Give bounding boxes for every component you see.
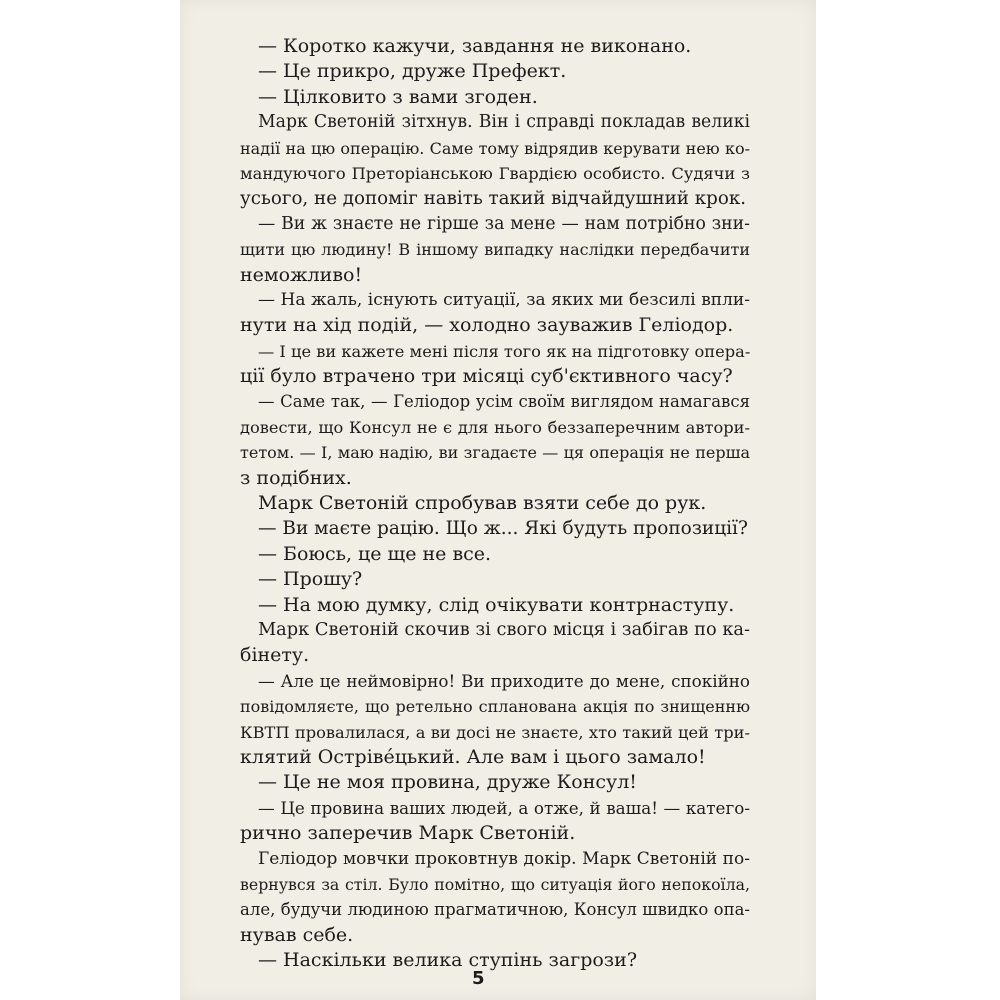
text-line: тетом. — І, маю надію, ви згадаєте — ця операція не перша (240, 443, 750, 463)
text-line: рично заперечив Марк Светоній. (240, 822, 576, 845)
text-line: вернувся за стіл. Було помітно, що ситуація його непокоїла, (240, 874, 750, 894)
text-line: Марк Светоній спробував взяти себе до рук. (258, 492, 707, 515)
text-line: — Це провина ваших людей, а отже, й ваша! — катего- (258, 797, 750, 818)
text-line: але, будучи людиною прагматичною, Консул швидко опа- (240, 900, 750, 920)
text-line: КВТП провалилася, а ви досі не знаєте, хто такий цей три- (240, 722, 750, 742)
text-line: щити цю людину! В іншому випадку наслідки передбачити (240, 240, 750, 260)
text-line: — Саме так, — Геліодор усім своїм виглядом намагався (258, 392, 750, 412)
text-line: неможливо! (240, 263, 363, 286)
text-line: — На мою думку, слід очікувати контрнаступу. (258, 593, 735, 616)
text-line: — І це ви кажете мені після того як на підготовку опера- (258, 341, 751, 361)
text-line: усього, не допоміг навіть такий відчайдушний крок. (240, 188, 747, 210)
text-line: нував себе. (240, 923, 354, 946)
text-line: — На жаль, існують ситуації, за яких ми безсилі впли- (258, 289, 750, 310)
text-line: нути на хід подій, — холодно зауважив Геліодор. (240, 314, 734, 337)
text-line: — Це прикро, друже Префект. (258, 60, 567, 83)
text-line: довести, що Консул не є для нього беззаперечним автори- (240, 417, 750, 437)
text-line: ції було втрачено три місяці суб'єктивного часу? (240, 365, 733, 388)
text-line: клятий Остріве́цький. Але вам і цього замало! (240, 745, 706, 768)
text-line: — Ви маєте рацію. Що ж... Які будуть пропозиції? (258, 518, 748, 540)
text-line: — Прошу? (258, 568, 363, 591)
text-line: — Наскільки велика ступінь загрози? (258, 949, 638, 972)
text-line: з подібних. (240, 466, 352, 489)
text-line: Марк Светоній зітхнув. Він і справді покладав великі (258, 112, 750, 133)
text-line: Марк Светоній скочив зі свого місця і забігав по ка- (258, 619, 750, 640)
text-line: — Цілковито з вами згоден. (258, 85, 538, 108)
text-line: — Ви ж знаєте не гірше за мене — нам потрібно зни- (258, 213, 750, 234)
text-line: — Але це неймовірно! Ви приходите до мене, спокійно (258, 670, 750, 691)
text-line: — Коротко кажучи, завдання не виконано. (258, 35, 692, 57)
text-line: — Боюсь, це ще не все. (258, 542, 492, 565)
text-line: Геліодор мовчки проковтнув докір. Марк Светоній по- (258, 848, 750, 869)
text-line: бінету. (240, 644, 310, 667)
page-body-text (240, 34, 750, 973)
page-number: 5 (472, 968, 485, 989)
text-line: — Це не моя провина, друже Консул! (258, 771, 637, 794)
text-line: мандуючого Преторіанською Гвардією особисто. Судячи з (240, 163, 750, 183)
text-line: надії на цю операцію. Саме тому відрядив керувати нею ко- (240, 138, 750, 158)
text-line: повідомляєте, що ретельно спланована акція по знищенню (240, 697, 750, 717)
